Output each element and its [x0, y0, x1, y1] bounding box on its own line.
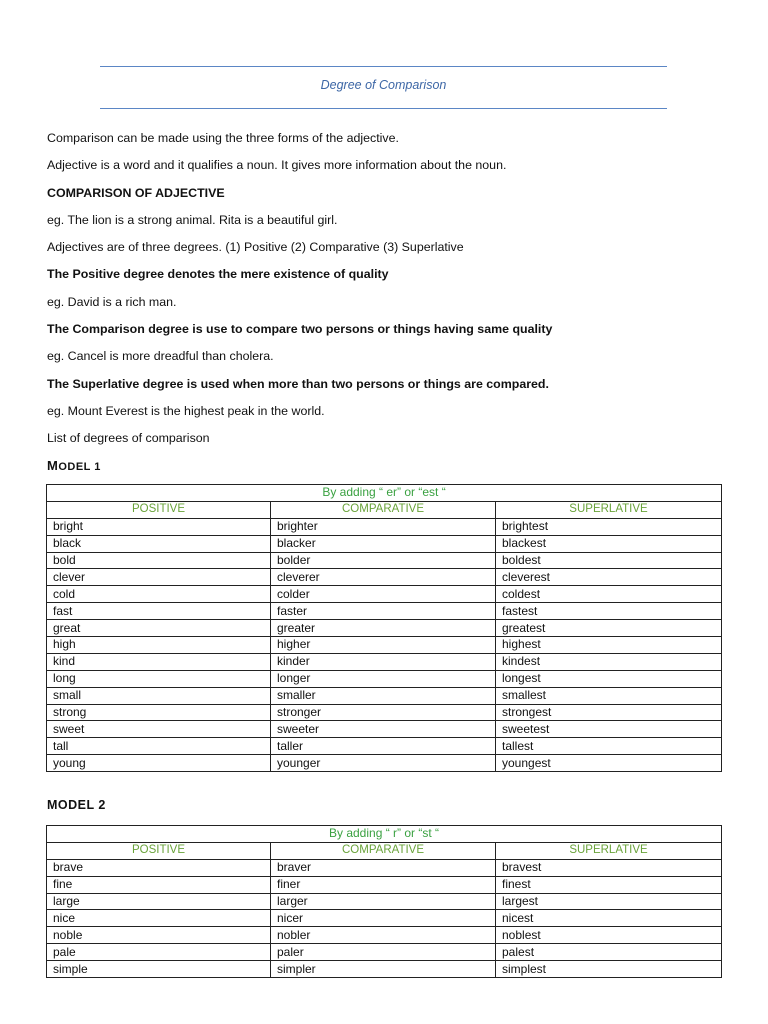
- table-row: [47, 637, 722, 654]
- table-row: [47, 653, 722, 670]
- table-row: [47, 687, 722, 704]
- model-1-heading-initial: M: [47, 458, 59, 473]
- column-header: POSITIVE: [47, 842, 271, 859]
- table-row: [47, 518, 722, 535]
- table-cell: larger: [271, 893, 496, 910]
- table-cell: boldest: [496, 552, 722, 569]
- table-cell: blackest: [496, 535, 722, 552]
- model-1-heading: [47, 458, 101, 473]
- paragraph: List of degrees of comparison: [47, 431, 210, 446]
- paragraph: Adjective is a word and it qualifies a noun. It gives more information about the noun.: [47, 158, 507, 173]
- model-2-table: [46, 825, 722, 978]
- table-row: [47, 586, 722, 603]
- title-bottom-rule: [100, 108, 667, 109]
- table-row: [47, 535, 722, 552]
- table-cell: kinder: [271, 653, 496, 670]
- table-cell: bold: [47, 552, 271, 569]
- table-caption: By adding “ er” or “est “: [47, 485, 722, 502]
- paragraph: eg. The lion is a strong animal. Rita is a beautiful girl.: [47, 212, 338, 227]
- paragraph: eg. Mount Everest is the highest peak in the world.: [47, 403, 325, 418]
- table-cell: stronger: [271, 704, 496, 721]
- table-cell: longest: [496, 670, 722, 687]
- column-header: COMPARATIVE: [271, 501, 496, 518]
- table-cell: younger: [271, 755, 496, 772]
- title-top-rule: [100, 66, 667, 67]
- table-cell: noblest: [496, 927, 722, 944]
- table-cell: kindest: [496, 653, 722, 670]
- column-header: SUPERLATIVE: [496, 501, 722, 518]
- paragraph: The Comparison degree is use to compare two persons or things having same quality: [47, 322, 553, 337]
- table-row: [47, 893, 722, 910]
- table-row: [47, 876, 722, 893]
- table-row: [47, 721, 722, 738]
- table-cell: fastest: [496, 603, 722, 620]
- table-row: [47, 910, 722, 927]
- table-cell: strong: [47, 704, 271, 721]
- table-cell: great: [47, 620, 271, 637]
- paragraph: COMPARISON OF ADJECTIVE: [47, 185, 225, 200]
- table-cell: brave: [47, 859, 271, 876]
- table-cell: smallest: [496, 687, 722, 704]
- table-row: [47, 569, 722, 586]
- table-row: [47, 859, 722, 876]
- table-cell: sweetest: [496, 721, 722, 738]
- paragraph: The Superlative degree is used when more than two persons or things are compared.: [47, 376, 549, 391]
- table-cell: longer: [271, 670, 496, 687]
- table-row: [47, 961, 722, 978]
- table-cell: brighter: [271, 518, 496, 535]
- paragraph: Adjectives are of three degrees. (1) Positive (2) Comparative (3) Superlative: [47, 240, 464, 255]
- page-title: Degree of Comparison: [320, 78, 447, 92]
- table-cell: brightest: [496, 518, 722, 535]
- table-cell: black: [47, 535, 271, 552]
- table-cell: youngest: [496, 755, 722, 772]
- table-cell: clever: [47, 569, 271, 586]
- table-cell: bright: [47, 518, 271, 535]
- table-cell: cold: [47, 586, 271, 603]
- table-cell: taller: [271, 738, 496, 755]
- table-row: [47, 927, 722, 944]
- table-cell: smaller: [271, 687, 496, 704]
- table-cell: young: [47, 755, 271, 772]
- table-cell: paler: [271, 944, 496, 961]
- paragraph: eg. Cancel is more dreadful than cholera.: [47, 349, 274, 364]
- table-row: [47, 755, 722, 772]
- table-cell: greatest: [496, 620, 722, 637]
- table-cell: colder: [271, 586, 496, 603]
- table-row: [47, 704, 722, 721]
- table-cell: cleverer: [271, 569, 496, 586]
- table-cell: noble: [47, 927, 271, 944]
- table-row: [47, 603, 722, 620]
- table-cell: sweeter: [271, 721, 496, 738]
- table-cell: highest: [496, 637, 722, 654]
- table-row: [47, 670, 722, 687]
- paragraph: Comparison can be made using the three forms of the adjective.: [47, 131, 399, 145]
- table-row: [47, 620, 722, 637]
- table-cell: fine: [47, 876, 271, 893]
- table-cell: nobler: [271, 927, 496, 944]
- table-cell: strongest: [496, 704, 722, 721]
- table-cell: bolder: [271, 552, 496, 569]
- table-cell: bravest: [496, 859, 722, 876]
- table-cell: simpler: [271, 961, 496, 978]
- table-cell: kind: [47, 653, 271, 670]
- table-cell: finer: [271, 876, 496, 893]
- table-cell: greater: [271, 620, 496, 637]
- table-cell: tall: [47, 738, 271, 755]
- column-header: COMPARATIVE: [271, 842, 496, 859]
- table-cell: tallest: [496, 738, 722, 755]
- table-cell: long: [47, 670, 271, 687]
- table-cell: coldest: [496, 586, 722, 603]
- table-cell: braver: [271, 859, 496, 876]
- table-cell: finest: [496, 876, 722, 893]
- table-cell: nicest: [496, 910, 722, 927]
- table-cell: small: [47, 687, 271, 704]
- table-row: [47, 738, 722, 755]
- table-row: [47, 552, 722, 569]
- table-row: [47, 944, 722, 961]
- table-caption: By adding “ r” or “st “: [47, 826, 722, 843]
- table-cell: higher: [271, 637, 496, 654]
- table-cell: blacker: [271, 535, 496, 552]
- column-header: SUPERLATIVE: [496, 842, 722, 859]
- table-cell: fast: [47, 603, 271, 620]
- model-2-heading: MODEL 2: [47, 798, 106, 812]
- table-cell: simple: [47, 961, 271, 978]
- table-cell: large: [47, 893, 271, 910]
- table-cell: nicer: [271, 910, 496, 927]
- table-cell: sweet: [47, 721, 271, 738]
- paragraph: The Positive degree denotes the mere existence of quality: [47, 267, 389, 282]
- table-cell: nice: [47, 910, 271, 927]
- model-1-heading-rest: ODEL 1: [58, 461, 101, 473]
- intro-text: [47, 130, 727, 458]
- table-cell: cleverest: [496, 569, 722, 586]
- table-cell: faster: [271, 603, 496, 620]
- table-cell: largest: [496, 893, 722, 910]
- table-cell: high: [47, 637, 271, 654]
- table-cell: simplest: [496, 961, 722, 978]
- paragraph: eg. David is a rich man.: [47, 294, 177, 309]
- table-cell: palest: [496, 944, 722, 961]
- table-cell: pale: [47, 944, 271, 961]
- model-1-table: [46, 484, 722, 772]
- column-header: POSITIVE: [47, 501, 271, 518]
